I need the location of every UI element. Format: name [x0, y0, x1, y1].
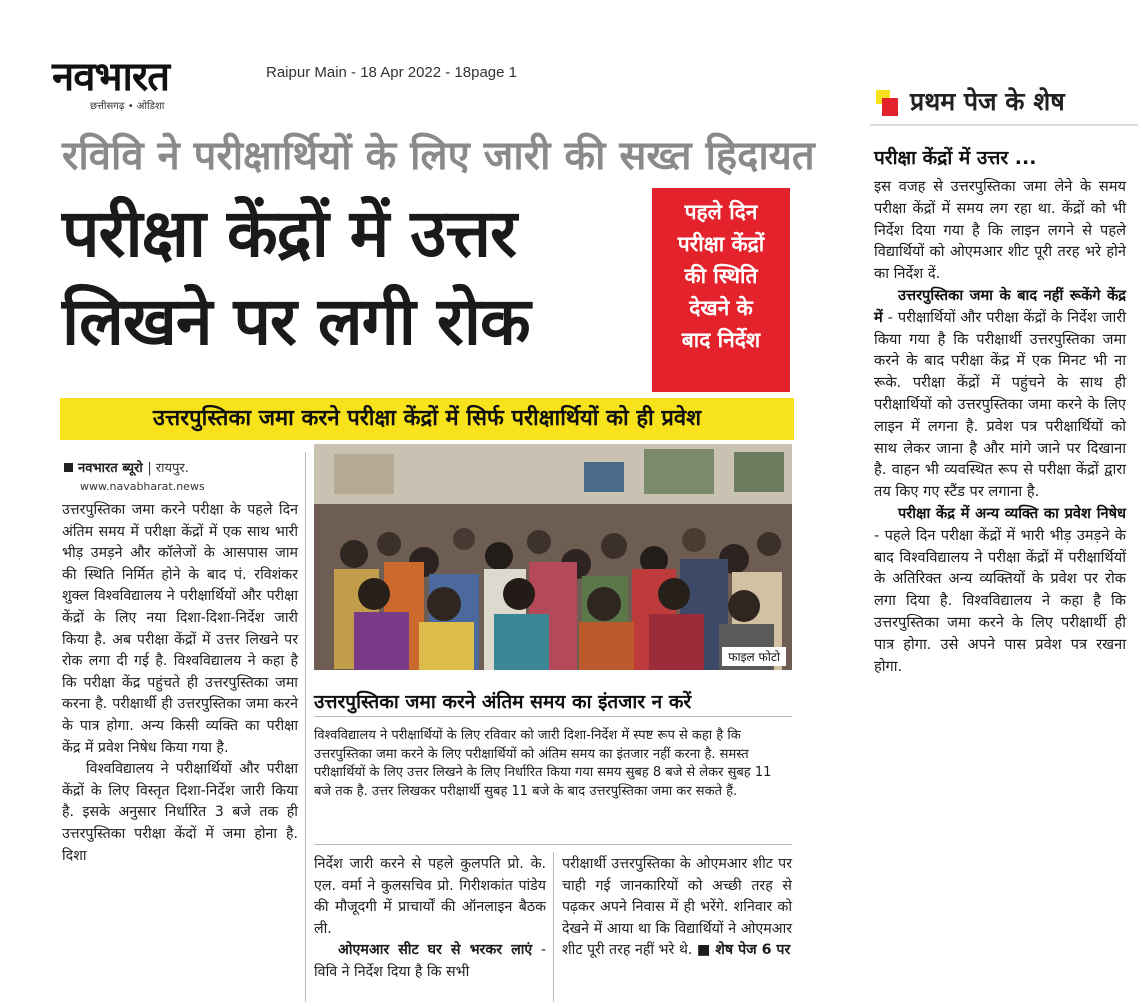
- section-subhead: उत्तरपुस्तिका जमा करने अंतिम समय का इंतजार न करें: [314, 691, 692, 713]
- continuation-title: प्रथम पेज के शेष: [910, 87, 1065, 116]
- middle-divider: [314, 844, 792, 845]
- left-paragraph-2: विश्वविद्यालय ने परीक्षार्थियों और परीक्षा केंद्रों के लिए विस्तृत दिशा-निर्देश जारी किया है. इसके अनुसार निर्धारित 3 बजे तक ही उत्तरपुस्तिका परीक्षा केंदों में जमा होना है. दिशा: [62, 761, 298, 864]
- byline-city: | रायपुर.: [147, 461, 189, 476]
- edition-info: Raipur Main - 18 Apr 2022 - 18page 1: [266, 64, 517, 81]
- headline-line-2: लिखने पर लगी रोक: [62, 283, 530, 360]
- middle-column-1: [314, 854, 546, 984]
- main-headline: [62, 190, 652, 366]
- continued-on-page-link[interactable]: ■ शेष पेज 6 पर: [696, 942, 791, 959]
- mid-col1-text: निर्देश जारी करने से पहले कुलपति प्रो. के. एल. वर्मा ने कुलसचिव प्रो. गिरीशकांत पांडेय की मौजूदगी में प्राचार्यों की ऑनलाइन बैठक ली.: [314, 856, 546, 937]
- continued-story-title: परीक्षा केंद्रों में उत्तर ...: [874, 147, 1037, 169]
- mid-col2-text: परीक्षार्थी उत्तरपुस्तिका के ओएमआर शीट पर चाही गई जानकारियों को अच्छी तरह से पढ़कर अपने निवास में ही भरेंगे. शनिवार को देखने में आया था कि विद्यार्थियों ने ओएमआर शीट पूरी तरह नहीं भरे थे.: [562, 856, 792, 959]
- middle-column-2: [562, 854, 792, 962]
- right-p2-lead: उत्तरपुस्तिका जमा के बाद नहीं रूकेंगे केंद्र में: [874, 286, 1126, 326]
- right-p2-text: - परीक्षार्थियों और परीक्षा केंद्रों के निर्देश जारी किया गया है कि परीक्षार्थी उत्तरपुस्तिका जमा करने के बाद परीक्षा केंद्र में एक मिनट भी ना रूके. परीक्षा केंद्रों में पहुंचने के साथ ही परीक्षार्थियों को उत्तरपुस्तिका जमा करने के लिए लाइन में लगना है. प्रवेश पत्र परीक्षार्थियों को साथ लेकर जाना है और मांगे जाने पर दिखाना है. वाहन भी व्यवस्थित रूप से परीक्षा केंद्रों द्वारा तय किए गए स्टैंड पर लगाना है.: [874, 308, 1127, 501]
- subhead-divider: [314, 716, 792, 717]
- right-paragraph-3: [874, 503, 1126, 677]
- yellow-subheadline: उत्तरपुस्तिका जमा करने परीक्षा केंद्रों में सिर्फ परीक्षार्थियों को ही प्रवेश: [60, 398, 794, 440]
- right-column: [874, 176, 1126, 677]
- right-paragraph-1: इस वजह से उत्तरपुस्तिका जमा लेने के समय परीक्षा केंद्रों में समय लग रहा था. केंद्रों को भी निर्देश दिया गया है कि लाइन लगने से पहले विद्यार्थियों को ओएमआर शीट पूरी तरह भरे होने का निर्देश दें.: [874, 178, 1126, 283]
- omr-lead: ओएमआर सीट घर से भरकर लाएं: [338, 942, 533, 959]
- red-box-line: पहले दिन: [684, 200, 758, 224]
- masthead-subtitle: छत्तीसगढ़ • ओडिशा: [90, 101, 165, 112]
- section-marker-icon: [876, 90, 902, 116]
- left-column: [62, 500, 298, 867]
- page-continuation-header: [876, 86, 1065, 120]
- mid-col1-paragraph-2: [314, 940, 546, 983]
- right-paragraph-2: [874, 285, 1126, 503]
- byline: [64, 458, 189, 476]
- left-paragraph-1: उत्तरपुस्तिका जमा करने परीक्षा के पहले दिन अंतिम समय में परीक्षा केंद्रों में एक साथ भारी भीड़ उमड़ने और कॉलेजों के आसपास जाम की स्थिति निर्मित होने के बाद पं. रविशंकर शुक्ल विश्वविद्यालय ने परीक्षार्थियों और परीक्षा केंद्रों के लिए नया दिशा-दिशा-निर्देश जारी किया है. अब परीक्षा केंद्रों में उत्तर लिखने पर रोक लगा दी गई है. विश्वविद्यालय ने कहा है कि परीक्षा केंद्र पहुंचते ही उत्तरपुस्तिका जमा करना है. परीक्षार्थी ही उत्तरपुस्तिका जमा करने के पात्र होगा. अन्य किसी व्यक्ति का परीक्षा केंद्र में प्रवेश निषेध किया गया है.: [62, 502, 298, 756]
- right-header-rule: [870, 124, 1138, 126]
- website-link[interactable]: www.navabharat.news: [80, 480, 205, 493]
- newspaper-logo: नवभारत: [52, 53, 170, 100]
- red-box-line: बाद निर्देश: [681, 328, 761, 352]
- mid-col1-text-2: - विवि ने निर्देश दिया है कि सभी: [314, 942, 547, 980]
- crowd-photo-image: [314, 444, 792, 670]
- column-rule: [553, 852, 554, 1002]
- crowd-photo: [314, 444, 792, 670]
- bullet-square-icon: [64, 463, 73, 472]
- kicker-headline: रविवि ने परीक्षार्थियों के लिए जारी की सख्त हिदायत: [62, 133, 815, 179]
- right-p3-text: - पहले दिन परीक्षा केंद्रों में भारी भीड़ उमड़ने के बाद विश्वविद्यालय ने परीक्षा केंद्रों में परीक्षार्थियों के अतिरिक्त अन्य व्यक्तियों के प्रवेश पर रोक लगा दिया है. विश्वविद्यालय ने कहा है कि उत्तरपुस्तिका जमा करने के लिए परीक्षार्थी ही पात्र होगा. उसे अपने पास प्रवेश पत्र रखना होगा.: [874, 526, 1126, 675]
- left-column-rule: [305, 452, 306, 1002]
- red-box-line: परीक्षा केंद्रों: [677, 232, 765, 256]
- bureau-name: नवभारत ब्यूरो: [78, 461, 143, 476]
- photo-caption: फाइल फोटो: [722, 647, 786, 666]
- red-highlight-box: [652, 188, 790, 392]
- red-box-line: देखने के: [689, 296, 753, 320]
- middle-paragraph: विश्वविद्यालय ने परीक्षार्थियों के लिए रविवार को जारी दिशा-निर्देश में स्पष्ट रूप से कहा है कि उत्तरपुस्तिका जमा करने के लिए परीक्षार्थियों को अंतिम समय का इंतजार नहीं करना है. समस्त परीक्षार्थियों के लिए उत्तर लिखने के लिए निर्धारित किया गया समय सुबह 8 बजे से लेकर सुबह 11 बजे तक है. उत्तर लिखकर परीक्षार्थी सुबह 11 बजे के बाद उत्तरपुस्तिका जमा कर सकते हैं.: [314, 728, 772, 799]
- right-p3-lead: परीक्षा केंद्र में अन्य व्यक्ति का प्रवेश निषेध: [898, 504, 1126, 522]
- red-box-line: की स्थिति: [684, 264, 758, 288]
- headline-line-1: परीक्षा केंद्रों में उत्तर: [62, 195, 516, 272]
- masthead: [52, 53, 246, 114]
